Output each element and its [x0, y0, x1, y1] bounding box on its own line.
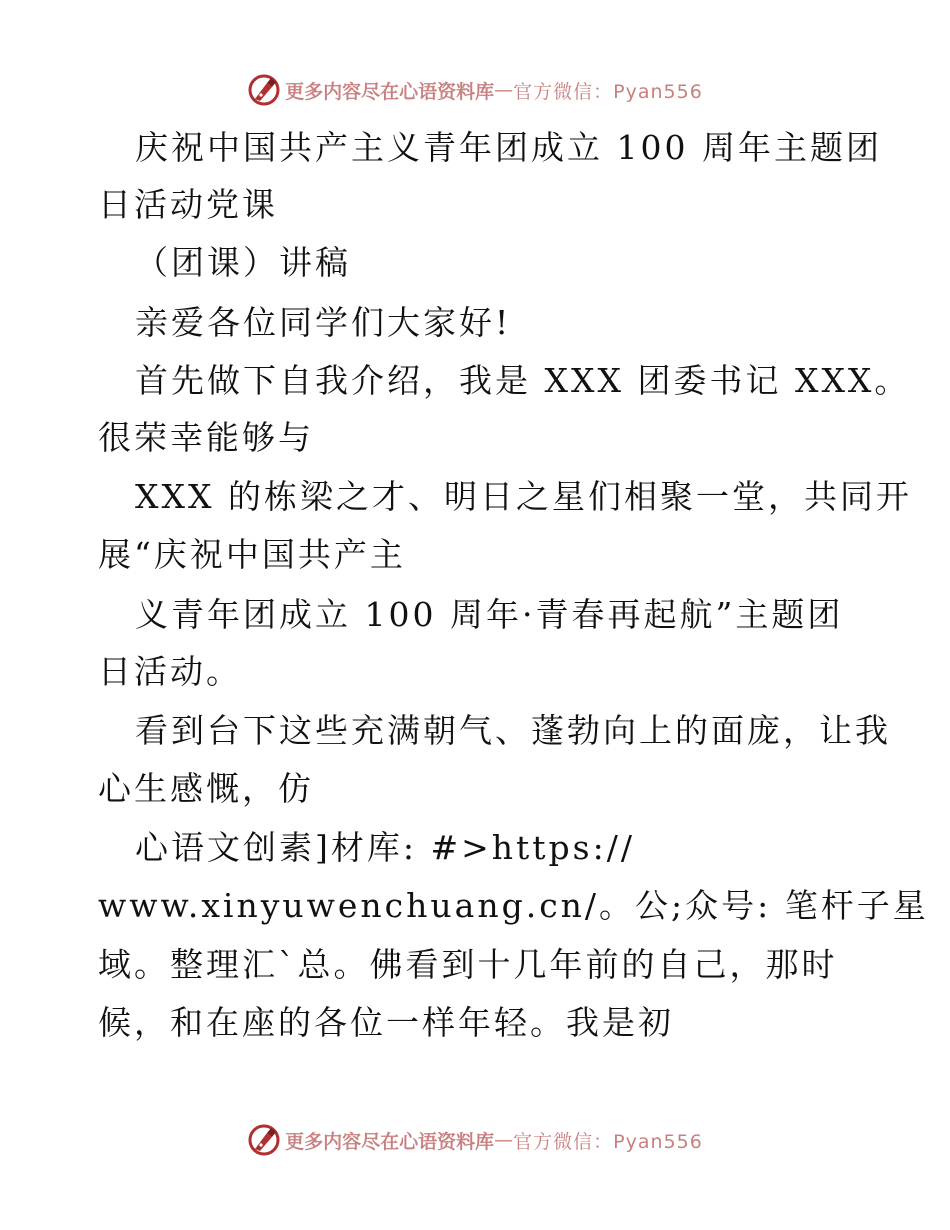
- pen-nib-logo-icon: [247, 1123, 281, 1157]
- footer-banner: [0, 1120, 950, 1160]
- text-line: 很荣幸能够与: [98, 418, 314, 457]
- text-line: 域。整理汇`总。佛看到十几年前的自己，那时: [98, 945, 838, 984]
- text-line: 看到台下这些充满朝气、蓬勃向上的面庞，让我: [135, 711, 891, 750]
- banner-wechat-text: 官方微信：Pyan556: [513, 1130, 703, 1153]
- banner-brand-text: 更多内容尽在心语资料库: [285, 80, 495, 103]
- text-line: 日活动党课: [98, 185, 278, 224]
- text-line: 心生感慨，仿: [98, 769, 314, 808]
- text-line: 亲爱各位同学们大家好!: [135, 303, 512, 342]
- text-line: 庆祝中国共产主义青年团成立 100 周年主题团: [135, 128, 882, 167]
- banner-wechat-text: 官方微信：Pyan556: [513, 80, 703, 103]
- text-line: 义青年团成立 100 周年·青春再起航”主题团: [135, 595, 844, 634]
- text-line: XXX 的栋梁之才、明日之星们相聚一堂，共同开: [135, 477, 912, 516]
- text-line: 展“庆祝中国共产主: [98, 535, 406, 574]
- text-line: 首先做下自我介绍，我是 XXX 团委书记 XXX。: [135, 361, 911, 400]
- text-line: （团课）讲稿: [135, 243, 351, 282]
- text-line: 心语文创素]材库: #>https://: [135, 828, 635, 867]
- text-line: www.xinyuwenchuang.cn/。公;众号: 笔杆子星: [98, 886, 929, 925]
- text-line: 日活动。: [98, 652, 242, 691]
- banner-separator: —: [494, 1129, 514, 1151]
- text-line: 候，和在座的各位一样年轻。我是初: [98, 1003, 674, 1042]
- banner-separator: —: [494, 79, 514, 101]
- banner-brand-text: 更多内容尽在心语资料库: [285, 1130, 495, 1153]
